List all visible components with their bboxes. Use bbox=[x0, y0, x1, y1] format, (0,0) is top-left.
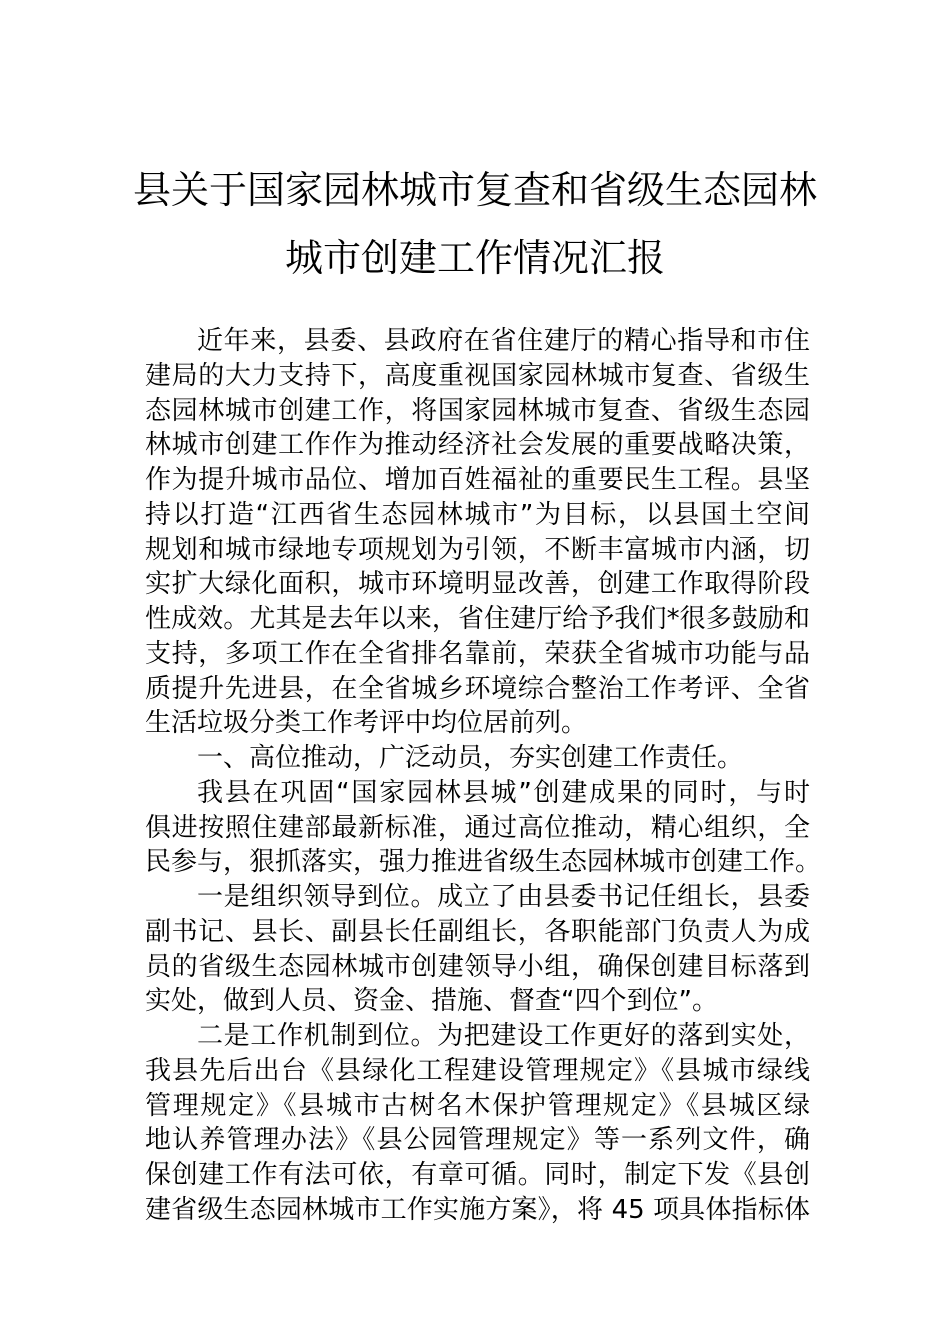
body-line: 管理规定》《县城市古树名木保护管理规定》《县城区绿 bbox=[145, 1090, 810, 1121]
body-line: 规划和城市绿地专项规划为引领，不断丰富城市内涵，切 bbox=[145, 534, 810, 565]
body-line: 二是工作机制到位。为把建设工作更好的落到实处， bbox=[197, 1021, 810, 1051]
body-line: 持以打造“江西省生态园林城市”为目标，以县国土空间 bbox=[145, 499, 810, 530]
body-line: 支持，多项工作在全省排名靠前，荣获全省城市功能与品 bbox=[145, 638, 810, 669]
section-heading: 一、高位推动，广泛动员，夯实创建工作责任。 bbox=[197, 743, 744, 773]
body-line: 建省级生态园林城市工作实施方案》，将 45 项具体指标体 bbox=[145, 1194, 810, 1225]
body-line: 地认养管理办法》《县公园管理规定》等一系列文件，确 bbox=[145, 1125, 810, 1156]
body-line: 保创建工作有法可依，有章可循。同时，制定下发《县创 bbox=[145, 1160, 810, 1190]
body-line: 员的省级生态园林城市创建领导小组，确保创建目标落到 bbox=[145, 951, 810, 982]
body-line: 我县在巩固“国家园林县城”创建成果的同时，与时 bbox=[197, 777, 810, 808]
body-line: 作为提升城市品位、增加百姓福祉的重要民生工程。县坚 bbox=[145, 465, 810, 495]
body-line: 实扩大绿化面积，城市环境明显改善，创建工作取得阶段 bbox=[145, 569, 810, 600]
body-line: 性成效。尤其是去年以来，省住建厅给予我们*很多鼓励和 bbox=[145, 604, 810, 634]
body-line: 近年来，县委、县政府在省住建厅的精心指导和市住 bbox=[197, 326, 810, 356]
body-line: 林城市创建工作作为推动经济社会发展的重要战略决策， bbox=[145, 430, 810, 461]
body-line: 建局的大力支持下，高度重视国家园林城市复查、省级生 bbox=[145, 360, 810, 391]
body-line: 生活垃圾分类工作考评中均位居前列。 bbox=[145, 708, 588, 739]
body-line: 副书记、县长、副县长任副组长，各职能部门负责人为成 bbox=[145, 916, 810, 947]
body-line: 一是组织领导到位。成立了由县委书记任组长，县委 bbox=[197, 882, 810, 912]
body-line: 民参与，狠抓落实，强力推进省级生态园林城市创建工作。 bbox=[145, 847, 822, 878]
body-line: 俱进按照住建部最新标准，通过高位推动，精心组织，全 bbox=[145, 812, 810, 843]
body-line: 质提升先进县，在全省城乡环境综合整治工作考评、全省 bbox=[145, 673, 810, 704]
body-line: 实处，做到人员、资金、措施、督查“四个到位”。 bbox=[145, 986, 718, 1017]
document-body bbox=[145, 324, 822, 1228]
body-line: 我县先后出台《县绿化工程建设管理规定》《县城市绿线 bbox=[145, 1055, 810, 1086]
document-title-line-2: 城市创建工作情况汇报 bbox=[284, 236, 665, 280]
document-title-line-1: 县关于国家园林城市复查和省级生态园林 bbox=[132, 168, 817, 212]
body-line: 态园林城市创建工作，将国家园林城市复查、省级生态园 bbox=[145, 395, 810, 426]
